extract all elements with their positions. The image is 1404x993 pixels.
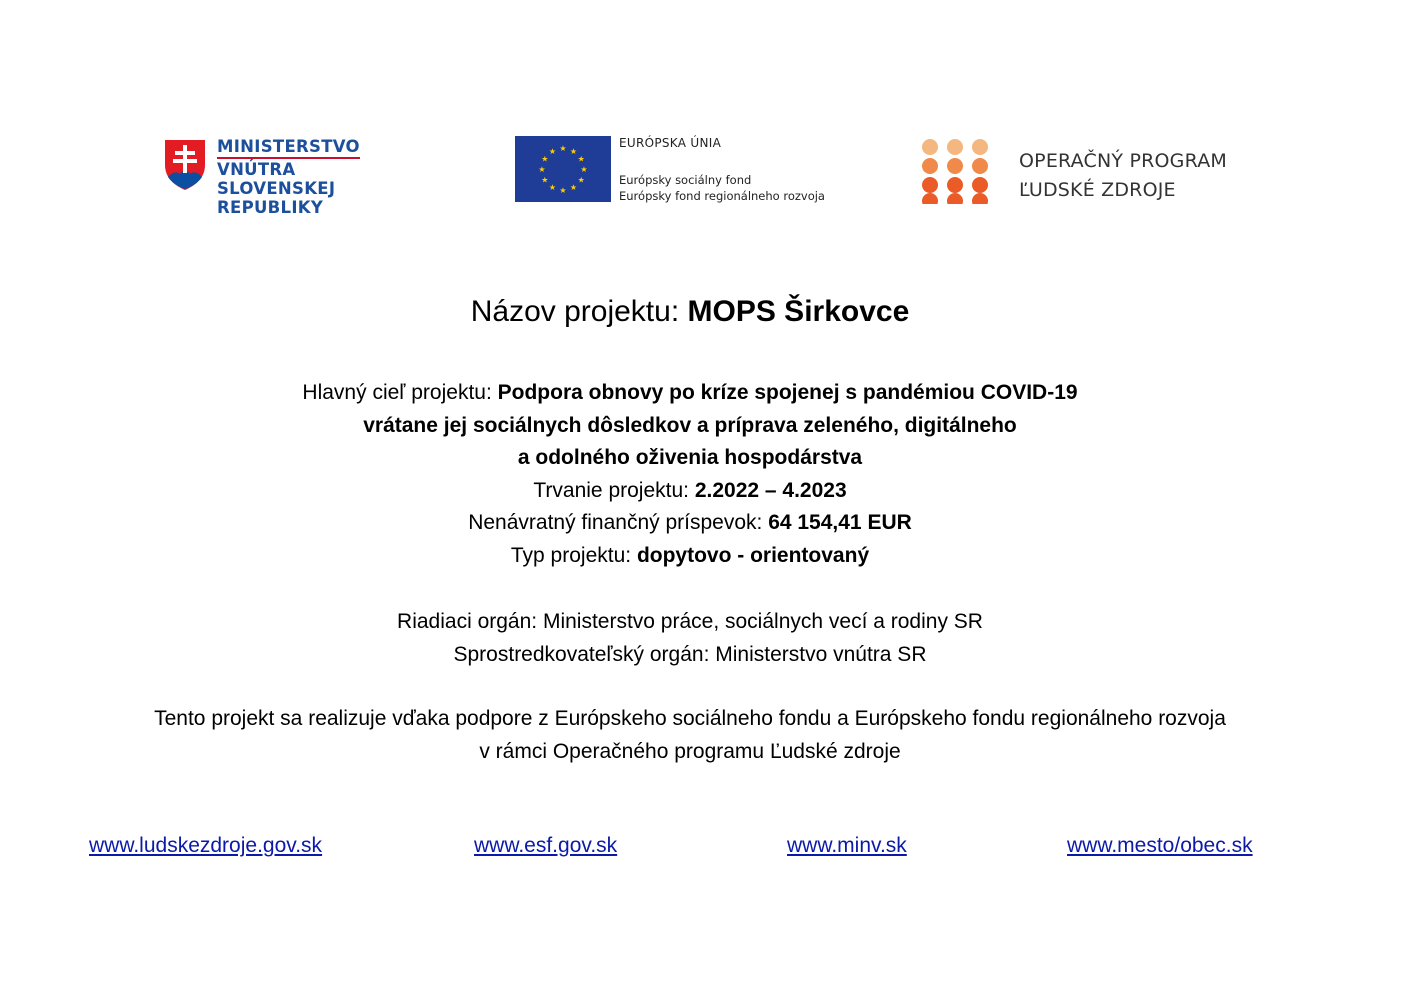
funding-note-line1: Tento projekt sa realizuje vďaka podpore z Európskeho sociálneho fondu a Európskeho fondu regionálneho rozvoja <box>154 707 1226 730</box>
funding-note-line2: v rámci Operačného programu Ľudské zdroje <box>479 739 901 763</box>
eu-star-icon: ★ <box>569 183 578 193</box>
eu-star-icon: ★ <box>577 154 585 164</box>
link-esf[interactable]: www.esf.gov.sk <box>474 834 618 857</box>
authorities <box>0 606 1380 671</box>
eu-title: EURÓPSKA ÚNIA <box>619 136 722 150</box>
ministry-line3: SLOVENSKEJ REPUBLIKY <box>217 179 336 217</box>
type-value: dopytovo - orientovaný <box>636 543 870 567</box>
op-logo <box>921 138 1243 204</box>
op-dot <box>922 139 938 155</box>
grant-label: Nenávratný finančný príspevok: <box>468 511 769 534</box>
goal-line3: a odolného oživenia hospodárstva <box>517 446 863 469</box>
op-dots-icon <box>921 138 991 204</box>
eu-star-icon: ★ <box>577 175 585 185</box>
grant-value: 64 154,41 EUR <box>768 511 912 534</box>
eu-star-icon: ★ <box>541 175 549 185</box>
ministry-line1: MINISTERSTVO <box>217 137 360 159</box>
op-dot <box>972 158 988 174</box>
eu-fund-erdf: Európsky fond regionálneho rozvoja <box>619 189 825 203</box>
project-name-value: MOPS Širkovce <box>687 295 910 328</box>
op-dot <box>947 193 963 204</box>
goal-line2: vrátane jej sociálnych dôsledkov a príprava zeleného, digitálneho <box>363 413 1017 437</box>
op-dot <box>972 139 988 155</box>
duration-value: 2.2022 – 4.2023 <box>694 478 847 502</box>
eu-star-icon: ★ <box>541 154 549 164</box>
eu-star-icon: ★ <box>548 146 557 156</box>
eu-fund-esf: Európsky sociálny fond <box>619 173 752 187</box>
op-dot <box>972 177 988 193</box>
link-ludskezdroje[interactable]: www.ludskezdroje.gov.sk <box>89 834 323 857</box>
project-name-label: Názov projektu: <box>470 295 688 328</box>
type-label: Typ projektu: <box>510 543 637 567</box>
eu-logo <box>515 136 845 206</box>
op-dot <box>972 193 988 204</box>
eu-flag-icon <box>515 136 611 202</box>
op-dot <box>922 193 938 204</box>
intermediate-body: Sprostredkovateľský orgán: Ministerstvo vnútra SR <box>453 642 927 666</box>
duration-label: Trvanie projektu: <box>533 478 695 502</box>
link-mesto-obec[interactable]: www.mesto/obec.sk <box>1067 834 1253 857</box>
goal-line1: Podpora obnovy po kríze spojenej s pandémiou COVID-19 <box>497 381 1078 404</box>
ministry-logo <box>164 137 434 217</box>
eu-star-icon: ★ <box>580 165 588 174</box>
op-dot <box>947 177 963 193</box>
eu-star-icon: ★ <box>548 183 557 193</box>
funding-note <box>0 703 1380 768</box>
eu-star-icon: ★ <box>559 186 567 195</box>
op-line2: ĽUDSKÉ ZDROJE <box>1019 179 1176 201</box>
eu-star-icon: ★ <box>569 146 578 156</box>
ministry-line2: VNÚTRA <box>217 160 296 179</box>
op-line1: OPERAČNÝ PROGRAM <box>1019 150 1227 172</box>
eu-star-icon: ★ <box>559 144 567 153</box>
op-dot <box>947 158 963 174</box>
slovak-coat-of-arms-icon <box>164 139 206 191</box>
goal-label: Hlavný cieľ projektu: <box>302 381 498 404</box>
project-title <box>0 292 1380 332</box>
op-dot <box>947 139 963 155</box>
op-dot <box>922 158 938 174</box>
managing-authority: Riadiaci orgán: Ministerstvo práce, sociálnych vecí a rodiny SR <box>397 610 983 633</box>
link-minv[interactable]: www.minv.sk <box>787 834 907 857</box>
project-details <box>0 377 1380 572</box>
op-dot <box>922 177 938 193</box>
eu-star-icon: ★ <box>538 165 546 174</box>
